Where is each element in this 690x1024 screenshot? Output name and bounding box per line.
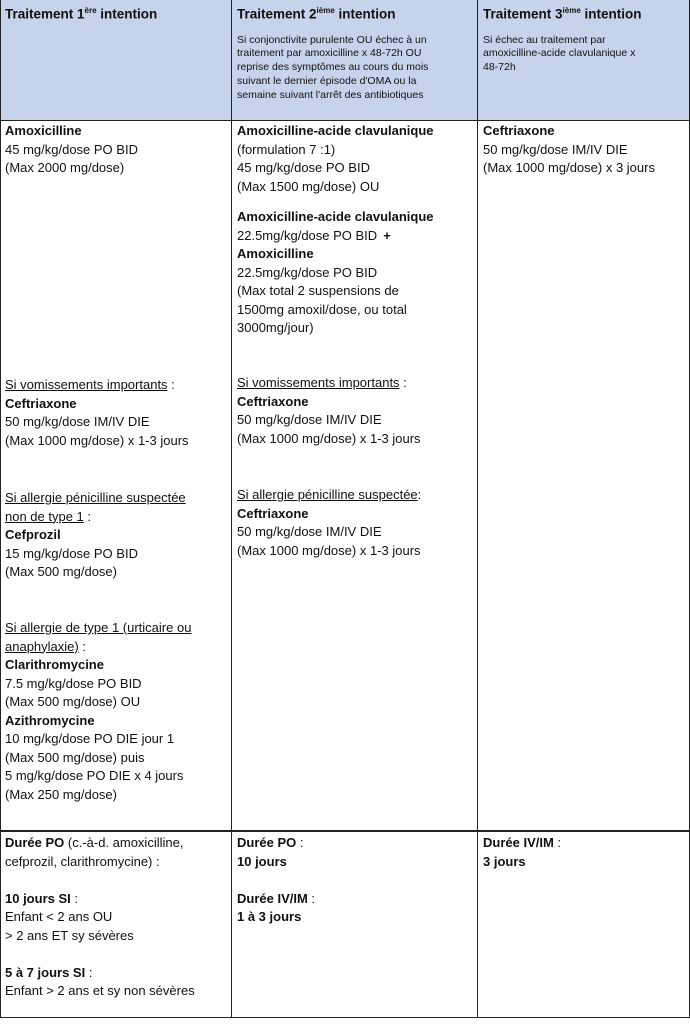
max-dose: (Max 1500 mg/dose) OU: [237, 178, 380, 194]
row-divider: [0, 120, 690, 121]
max-dose: (Max 500 mg/dose) puis: [5, 749, 145, 765]
third-line-duration-cell: [478, 834, 690, 871]
condition-label: non de type 1 :: [5, 508, 92, 524]
header-description-2: Si conjonctivite purulente OU échec à un traitement par amoxicilline x 48-72h OU reprise des symptômes au cours du mois suivant le dernier épisode d'OMA ou la semaine suivant l'arrêt des antibiotiques: [237, 33, 429, 101]
dosage: 45 mg/kg/dose PO BID: [5, 141, 138, 157]
first-line-treatment-cell: [0, 122, 231, 178]
second-line-allergy-block: [232, 486, 477, 560]
row-divider: [0, 830, 690, 832]
second-line-combination-block: [232, 208, 477, 338]
first-line-type1-allergy-block: [0, 619, 231, 804]
duration-note: cefprozil, clarithromycine) :: [5, 853, 160, 869]
drug-name: Ceftriaxone: [483, 123, 555, 138]
condition-label: anaphylaxie) :: [5, 638, 86, 654]
drug-name: Azithromycine: [5, 712, 95, 728]
condition-label: Si allergie pénicilline suspectée:: [237, 487, 422, 502]
condition-label: Si allergie pénicilline suspectée: [5, 490, 186, 505]
dosage: 50 mg/kg/dose IM/IV DIE: [237, 524, 382, 539]
dosage: 5 mg/kg/dose PO DIE x 4 jours: [5, 768, 184, 783]
max-dose: (Max total 2 suspensions de: [237, 283, 399, 298]
max-dose: 3000mg/jour): [237, 320, 314, 335]
duration-label: Durée PO :: [237, 835, 304, 850]
duration-condition: Enfant > 2 ans et sy non sévères: [5, 983, 195, 998]
duration-value: 10 jours SI :: [5, 890, 78, 906]
dosage: 50 mg/kg/dose IM/IV DIE: [5, 414, 150, 429]
first-line-duration-cell: [0, 834, 231, 1001]
max-dose: (Max 1000 mg/dose) x 1-3 jours: [237, 430, 421, 446]
max-dose: (Max 250 mg/dose): [5, 786, 117, 802]
max-dose: (Max 1000 mg/dose) x 1-3 jours: [237, 542, 421, 558]
drug-name: Amoxicilline: [237, 246, 314, 261]
max-dose: (Max 1000 mg/dose) x 1-3 jours: [5, 432, 189, 448]
condition-label: Si vomissements importants :: [5, 377, 175, 392]
formulation: (formulation 7 :1): [237, 141, 336, 157]
duration-value: 3 jours: [483, 853, 526, 869]
first-line-allergy-block: [0, 489, 231, 582]
duration-label: Durée IV/IM :: [237, 890, 316, 906]
drug-name: Clarithromycine: [5, 657, 104, 672]
dosage: 22.5mg/kg/dose PO BID: [237, 264, 378, 280]
max-dose: (Max 2000 mg/dose): [5, 160, 125, 175]
second-line-treatment-cell: [232, 122, 477, 196]
header-cell-3: [478, 0, 690, 121]
header-title-3: Traitement 3ième intention: [483, 6, 642, 22]
row-divider: [0, 1017, 690, 1018]
max-dose: (Max 500 mg/dose) OU: [5, 694, 141, 709]
duration-label: Durée PO (c.-à-d. amoxicilline,: [5, 835, 184, 850]
max-dose: (Max 500 mg/dose): [5, 564, 117, 579]
drug-name: Cefprozil: [5, 527, 61, 542]
drug-name: Amoxicilline-acide clavulanique: [237, 209, 434, 224]
header-title-1: Traitement 1ère intention: [5, 6, 158, 22]
max-dose: (Max 1000 mg/dose) x 3 jours: [483, 160, 655, 175]
duration-value: 10 jours: [237, 853, 287, 869]
header-title-2: Traitement 2ième intention: [237, 6, 396, 22]
duration-condition: > 2 ans ET sy sévères: [5, 927, 134, 943]
dosage: 7.5 mg/kg/dose PO BID: [5, 675, 142, 691]
second-line-duration-cell: [232, 834, 477, 927]
header-cell-1: [0, 0, 231, 121]
first-line-vomiting-block: [0, 376, 231, 450]
drug-name: Ceftriaxone: [237, 505, 309, 521]
condition-label: Si allergie de type 1 (urticaire ou: [5, 620, 192, 635]
duration-value: 1 à 3 jours: [237, 909, 302, 924]
drug-name: Amoxicilline-acide clavulanique: [237, 123, 434, 138]
dosage: 10 mg/kg/dose PO DIE jour 1: [5, 731, 175, 746]
header-description-3: Si échec au traitement par amoxicilline-acide clavulanique x 48-72h: [483, 33, 636, 74]
header-cell-2: [232, 0, 477, 121]
third-line-treatment-cell: [478, 122, 690, 178]
duration-condition: Enfant < 2 ans OU: [5, 909, 113, 924]
duration-label: Durée IV/IM :: [483, 835, 562, 850]
plus-sign: +: [383, 227, 391, 243]
condition-label: Si vomissements importants :: [237, 375, 407, 390]
duration-value: 5 à 7 jours SI :: [5, 964, 93, 980]
dosage: 50 mg/kg/dose IM/IV DIE: [483, 141, 628, 157]
drug-name: Amoxicilline: [5, 123, 82, 138]
drug-name: Ceftriaxone: [237, 393, 309, 409]
dosage: 45 mg/kg/dose PO BID: [237, 160, 370, 175]
second-line-vomiting-block: [232, 374, 477, 448]
drug-name: Ceftriaxone: [5, 395, 77, 411]
max-dose: 1500mg amoxil/dose, ou total: [237, 301, 407, 317]
dosage: 22.5mg/kg/dose PO BID +: [237, 227, 391, 243]
dosage: 15 mg/kg/dose PO BID: [5, 545, 138, 561]
dosage: 50 mg/kg/dose IM/IV DIE: [237, 412, 382, 427]
